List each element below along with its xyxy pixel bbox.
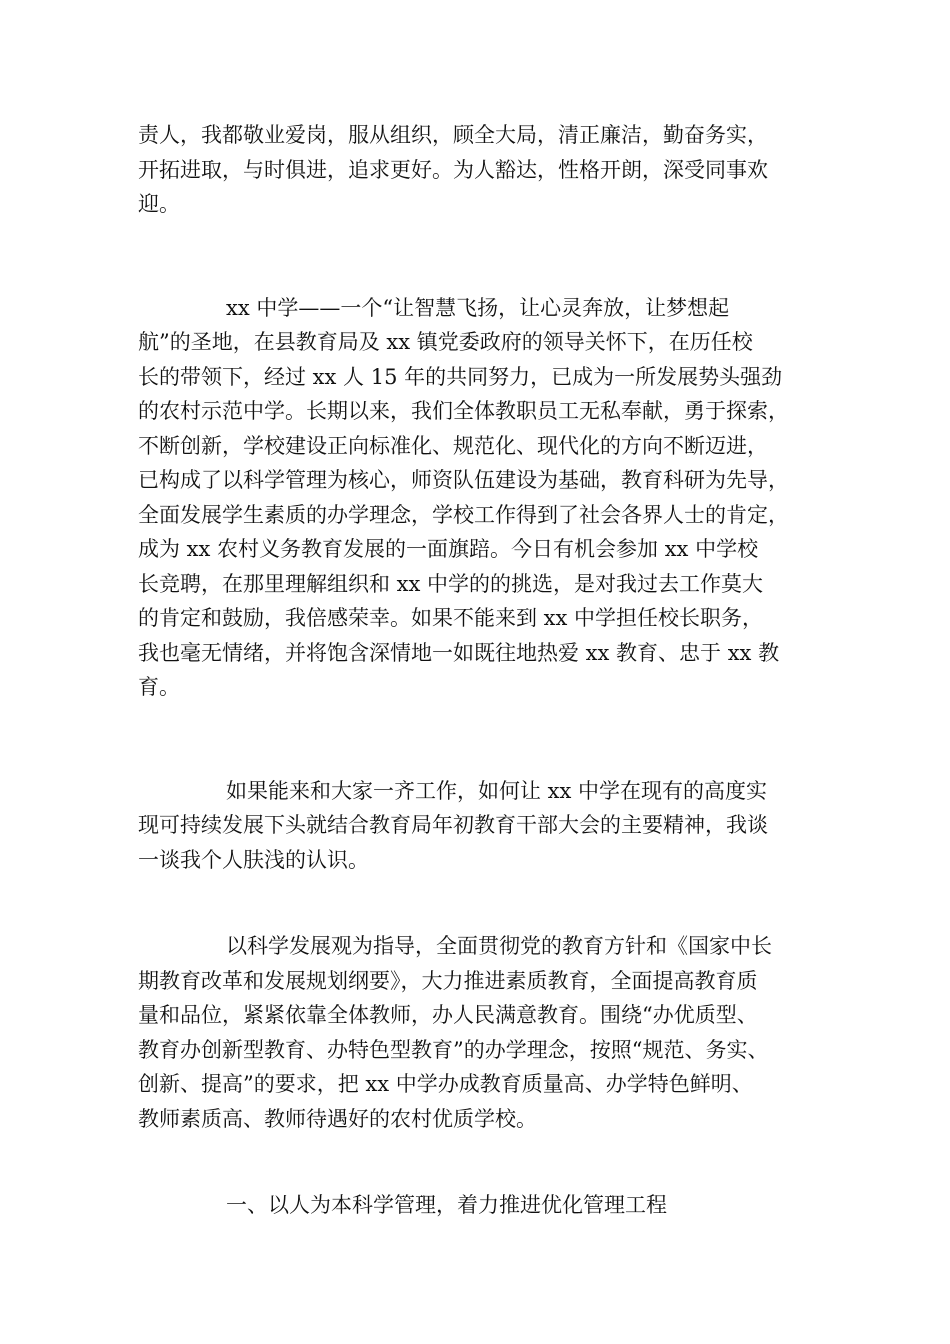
paragraph-line: 长竞聘，在那里理解组织和 xx 中学的的挑选，是对我过去工作莫大 xyxy=(138,571,764,596)
paragraph-line: 全面发展学生素质的办学理念，学校工作得到了社会各界人士的肯定， xyxy=(138,502,789,527)
paragraph-gap xyxy=(138,877,830,929)
paragraph-line: 开拓进取，与时俱进，追求更好。为人豁达，性格开朗，深受同事欢 xyxy=(138,157,768,182)
paragraph-line: 责人，我都敬业爱岗，服从组织，顾全大局，清正廉洁，勤奋务实， xyxy=(138,123,768,147)
paragraph-line: 迎。 xyxy=(138,192,180,216)
paragraph-line: 期教育改革和发展规划纲要》，大力推进素质教育，全面提高教育质 xyxy=(138,968,758,993)
section-heading-text: 一、以人为本科学管理，着力推进优化管理工程 xyxy=(226,1193,667,1217)
paragraph-line: xx 中学——一个“让智慧飞扬，让心灵奔放，让梦想起 xyxy=(226,295,730,320)
paragraph-gap xyxy=(138,222,830,291)
paragraph-line: 已构成了以科学管理为核心，师资队伍建设为基础，教育科研为先导， xyxy=(138,468,789,492)
paragraph-line: 教师素质高、教师待遇好的农村优质学校。 xyxy=(138,1106,537,1131)
paragraph-line: 如果能来和大家一齐工作，如何让 xx 中学在现有的高度实 xyxy=(226,778,768,803)
paragraph-4 xyxy=(138,929,830,1136)
paragraph-3 xyxy=(138,774,830,878)
paragraph-line: 的肯定和鼓励，我倍感荣幸。如果不能来到 xx 中学担任校长职务， xyxy=(138,606,764,630)
paragraph-line: 创新、提高”的要求，把 xx 中学办成教育质量高、办学特色鲜明、 xyxy=(138,1072,753,1096)
paragraph-line: 现可持续发展下头就结合教育局年初教育干部大会的主要精神，我谈 xyxy=(138,813,768,837)
paragraph-line: 一谈我个人肤浅的认识。 xyxy=(138,847,369,872)
paragraph-line: 以科学发展观为指导，全面贯彻党的教育方针和《国家中长 xyxy=(226,934,772,958)
paragraph-1 xyxy=(138,118,830,222)
paragraph-line: 长的带领下，经过 xx 人 15 年的共同努力，已成为一所发展势头强劲 xyxy=(138,364,783,389)
paragraph-line: 育。 xyxy=(138,675,180,699)
section-heading xyxy=(138,1188,830,1223)
paragraph-gap xyxy=(138,1136,830,1188)
paragraph-line: 量和品位，紧紧依靠全体教师，办人民满意教育。围绕“办优质型、 xyxy=(138,1003,758,1027)
document-body xyxy=(138,118,830,1223)
paragraph-line: 教育办创新型教育、办特色型教育”的办学理念，按照“规范、务实、 xyxy=(138,1037,769,1062)
paragraph-line: 的农村示范中学。长期以来，我们全体教职员工无私奉献，勇于探索， xyxy=(138,399,789,423)
paragraph-line: 不断创新，学校建设正向标准化、规范化、现代化的方向不断迈进， xyxy=(138,433,768,458)
paragraph-line: 成为 xx 农村义务教育发展的一面旗踣。今日有机会参加 xx 中学校 xyxy=(138,537,759,561)
paragraph-line: 航”的圣地，在县教育局及 xx 镇党委政府的领导关怀下，在历任校 xyxy=(138,330,753,354)
paragraph-line: 我也毫无情绪，并将饱含深情地一如既往地热爱 xx 教育、忠于 xx 教 xyxy=(138,640,780,665)
paragraph-2 xyxy=(138,291,830,705)
paragraph-gap xyxy=(138,705,830,774)
